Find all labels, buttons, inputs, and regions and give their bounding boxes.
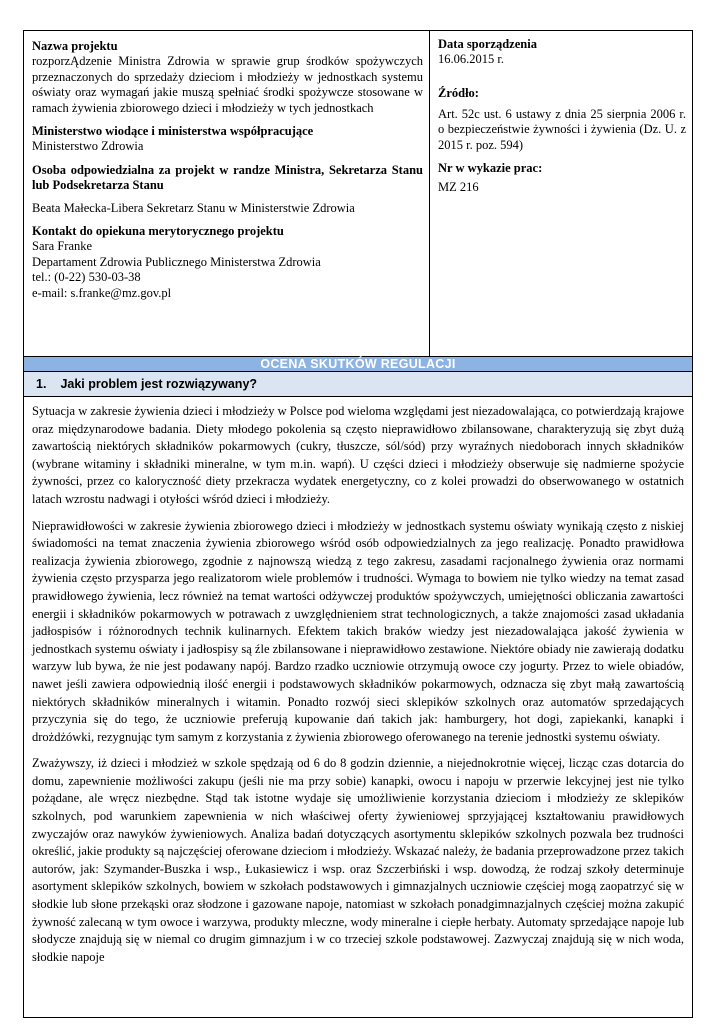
contact-name: Sara Franke (32, 239, 93, 253)
source-text: Art. 52c ust. 6 ustawy z dnia 25 sierpnia 2006 r. o bezpieczeństwie żywności i żywienia (Dz. U. z 2015 r. poz. 594) (438, 106, 686, 152)
paragraph: Zważywszy, iż dzieci i młodzież w szkole spędzają od 6 do 8 godzin dziennie, a niejednokrotnie więcej, licząc czas dotarcia do domu, zapewnienie możliwości zakupu (jeśli nie ma przy sobie) kanapki, owocu i napoju w przerwie lekcyjnej jest nie tylko pożądane, ale wręcz niezbędne. Stąd tak istotne wydaje się umożliwienie korzystania dzieciom i młodzieży ze sklepików szkolnych, pod warunkiem zapewnienia w nich właściwej oferty żywieniowej sprzyjającej kształtowaniu prawidłowych zwyczajów oraz nawyków żywieniowych. Analiza badań dotyczących asortymentu sklepików szkolnych pozwala bez trudności określić, jakie produkty są najczęściej oferowane dzieciom i młodzieży. Wskazać należy, że badania przeprowadzone przez takich autorów, jak: Szymander-Buszka i wsp., Łukasiewicz i wsp. oraz Szczerbiński i wsp. dowodzą, że rodzaj szkoły determinuje asortyment sklepików szkolnych, bowiem w szkołach podstawowych i gimnazjalnych uczniowie częściej mogą zaopatrzyć się w słodkie lub słone przekąski oraz słodzone i gazowane napoje, natomiast w szkołach ponadgimnazjalnych częściej można zakupić żywność zalecaną w tym owoce i warzywa, produkty mleczne, wody mineralne i ciepłe herbaty. Automaty sprzedające napoje lub słodycze znajdują się w niemal co drugim gimnazjum i w co trzeciej szkole podstawowej. Zazwyczaj znajdują się w nich woda, słodkie napoje (32, 756, 684, 964)
section-body (24, 397, 692, 966)
header-right-cell (430, 31, 692, 356)
work-list-label: Nr w wykazie prac: (438, 161, 543, 175)
header-left-cell (24, 31, 430, 356)
date-label: Data sporządzenia (438, 37, 537, 51)
contact-email: e-mail: s.franke@mz.gov.pl (32, 285, 172, 300)
responsible-person-text: Beata Małecka-Libera Sekretarz Stanu w Ministerstwie Zdrowia (32, 200, 355, 215)
work-list-value: MZ 216 (438, 180, 479, 194)
project-name-label: Nazwa projektu (32, 39, 118, 53)
project-name-text: rozporzĄdzenie Ministra Zdrowia w sprawie grup środków spożywczych przeznaczonych do sprzedaży dzieciom i młodzieży w jednostkach systemu oświaty oraz wymagań jakie muszą spełniać środki spożywcze stosowane w ramach żywienia zbiorowego dzieci i młodzieży w tych jednostkach (32, 54, 423, 115)
date-value: 16.06.2015 r. (438, 52, 504, 66)
paragraph: Nieprawidłowości w zakresie żywienia zbiorowego dzieci i młodzieży w jednostkach systemu oświaty wynikają często z niskiej świadomości na temat znaczenia żywienia zbiorowego wśród osób odpowiedzialnych za jego realizację. Ponadto prawidłowa realizacja żywienia zbiorowego, zgodnie z najnowszą wiedzą z tego zakresu, zasadami racjonalnego żywienia oraz normami żywienia często przysparza jego realizatorom wiele problemów i trudności. Wymaga to bowiem nie tylko wiedzy na temat zasad prawidłowego żywienia, lecz również na temat wartości odżywczej produktów spożywczych, umiejętności obliczania zawartości energii i składników pokarmowych w potrawach z uwzględnieniem strat technologicznych, a także znajomości zasad układania jadłospisów i różnorodnych technik kulinarnych. Efektem takich braków wiedzy jest niezadowalająca jakość żywienia w jednostkach systemu oświaty i jadłospisy są źle zbilansowane i nieprawidłowo zestawione. Niektóre obiady nie zawierają dodatku warzyw lub bywa, że nie jest podawany napój. Bardzo rzadko uczniowie otrzymują owoce czy jogurty. Przez to wiele obiadów, nawet jeśli zawiera odpowiednią ilość energii i podstawowych składników pokarmowych, odznacza się zbyt małą zawartością niektórych składników mineralnych i witamin. Ponadto rozwój sieci sklepików szkolnych oraz automatów sprzedających przyczynia się do tego, że uczniowie preferują kupowanie dań takich jak: hamburgery, hot dogi, zapiekanki, kanapki i drożdżówki, rezygnując tym samym z korzystania z żywienia zbiorowego oferowanego na terenie jednostki systemu oświaty. (32, 518, 684, 744)
source-label: Źródło: (438, 85, 479, 100)
section-title: Jaki problem jest rozwiązywany? (60, 377, 258, 391)
ministry-text: Ministerstwo Zdrowia (32, 139, 144, 153)
contact-label: Kontakt do opiekuna merytorycznego projektu (32, 224, 284, 238)
section-number: 1. (36, 377, 47, 391)
paragraph: Sytuacja w zakresie żywienia dzieci i młodzieży w Polsce pod wieloma względami jest niezadowalająca, co potwierdzają krajowe oraz międzynarodowe badania. Diety młodego pokolenia są często nieprawidłowo zbilansowane, charakteryzują się zbyt dużą zawartością niektórych składników pokarmowych (cukry, tłuszcze, sól/sód) przy wyraźnych niedoborach innych składników (wybrane witaminy i składniki mineralne, w tym m.in. wapń). U części dzieci i młodzieży obserwuje się nadmierne spożycie żywności, przez co kaloryczność diety przekracza wydatek energetyczny, co z kolei prowadzi do obserwowanego w ostatnich latach wzrostu nadwagi i otyłości wśród dzieci i młodzieży. (32, 404, 684, 506)
document-page (23, 30, 693, 1018)
osr-banner: OCENA SKUTKÓW REGULACJI (24, 357, 692, 372)
ministry-label: Ministerstwo wiodące i ministerstwa współpracujące (32, 124, 314, 138)
contact-department: Departament Zdrowia Publicznego Ministerstwa Zdrowia (32, 254, 321, 269)
responsible-person-label: Osoba odpowiedzialna za projekt w randze Ministra, Sekretarza Stanu lub Podsekretarza Stanu (32, 162, 423, 192)
contact-phone: tel.: (0-22) 530-03-38 (32, 270, 141, 284)
header-table (24, 31, 692, 357)
section-heading (24, 372, 692, 397)
